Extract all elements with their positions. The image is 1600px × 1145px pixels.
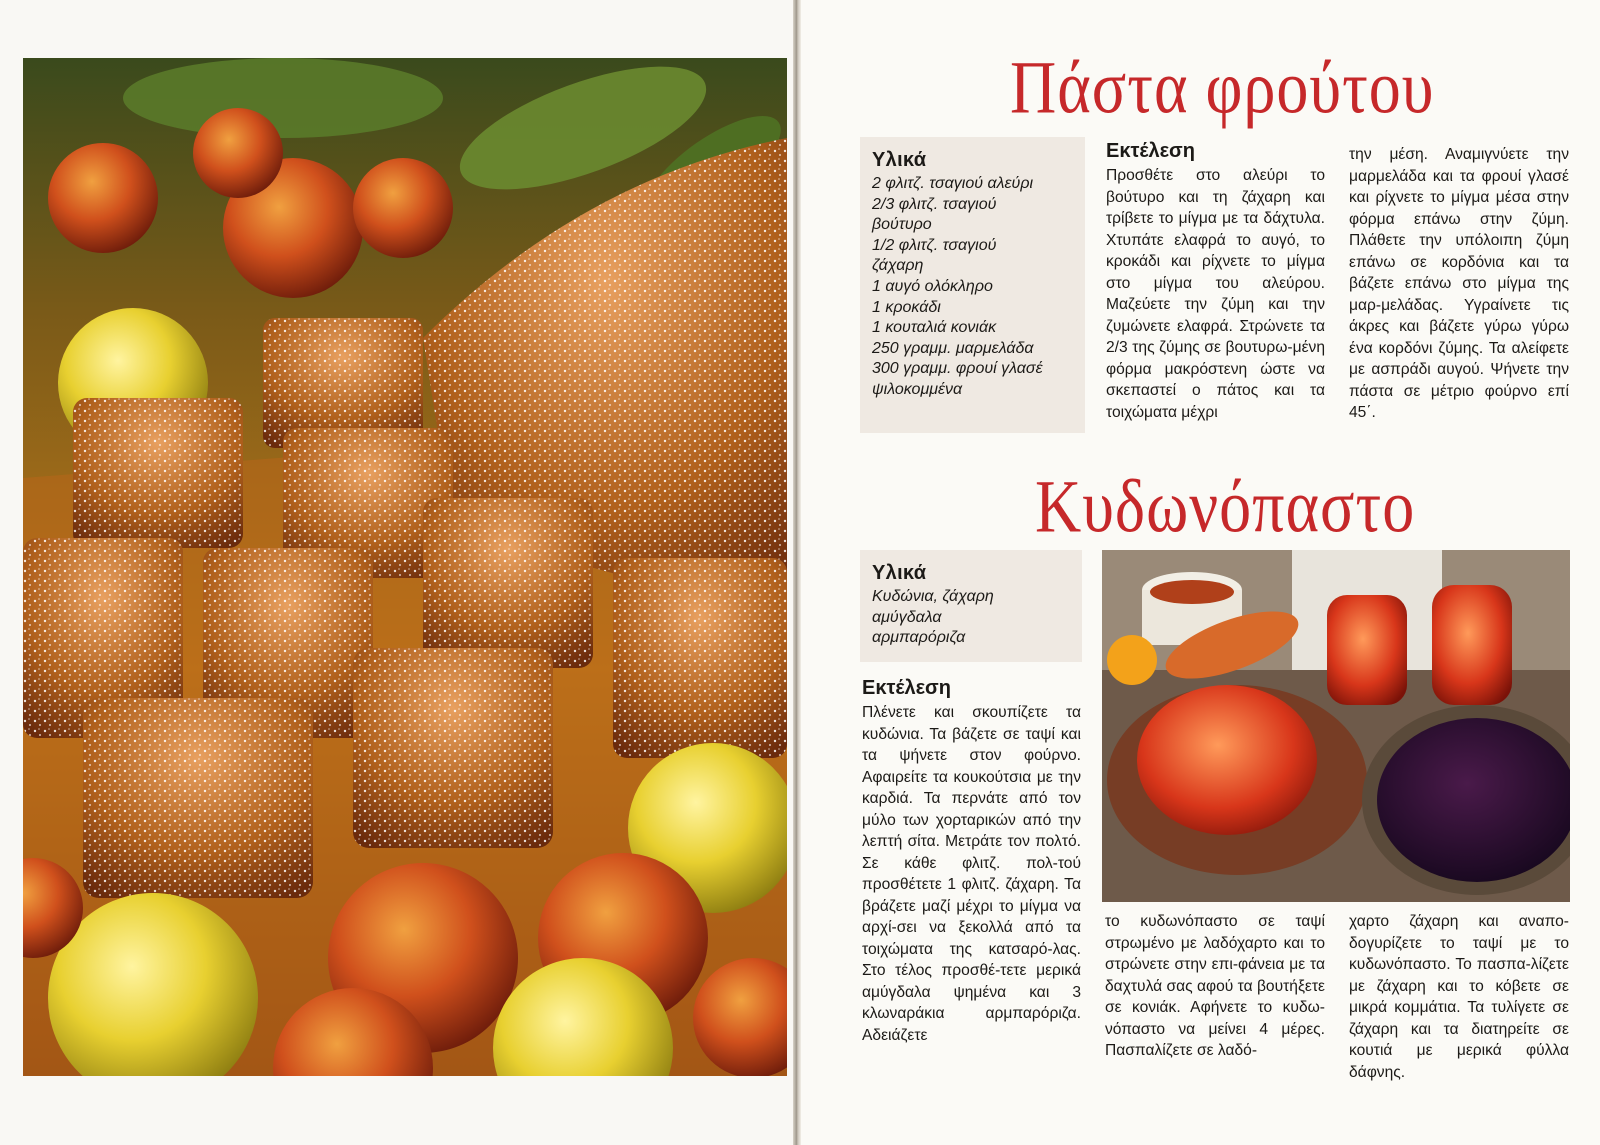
ingredient-item: αμύγδαλα xyxy=(872,608,942,626)
method-text-column xyxy=(862,702,1081,1046)
ingredient-item: 2/3 φλιτζ. τσαγιού xyxy=(872,195,997,213)
ingredient-item: 1 κουταλιά κονιάκ xyxy=(872,319,997,337)
ingredients-heading: Υλικά xyxy=(872,562,927,584)
method-text-column xyxy=(1349,911,1569,1083)
fruit-cake-photo xyxy=(23,58,787,1076)
method-paragraph: χαρτο ζάχαρη και αναπο-δογυρίζετε το ταψί με το κυδωνόπαστο. Το πασπα-λίζετε με ζάχαρη και το κόβετε σε μικρά κομμάτια. Τα τυλίγετε σε ζάχαρη και τα διατηρείτε σε κουτιά με μερικά φύλλα δάφνης. xyxy=(1349,913,1569,1081)
method-heading-fruit-cake: Εκτέλεση xyxy=(1106,140,1195,162)
ingredient-item: 300 γραμμ. φρουί γλασέ xyxy=(872,360,1043,378)
recipe-title-fruit-cake: Πάστα φρούτου xyxy=(1010,45,1435,129)
method-text-column xyxy=(1349,144,1569,424)
recipe-title-quince-paste: Κυδωνόπαστο xyxy=(1035,464,1416,548)
ingredient-item: ψιλοκομμένα xyxy=(872,380,963,398)
ingredient-item: ζάχαρη xyxy=(872,257,924,275)
method-paragraph: την μέση. Αναμιγνύετε την μαρμελάδα και τα φρουί γλασέ και ρίχνετε το μίγμα μέσα στην φόρμα επάνω στην ζύμη. Πλάθετε την υπόλοιπη ζύμη επάνω σε κορδόνια και τα βάζετε επάνω στο μίγμα της μαρ-μελάδας. Υγραίνετε τις άκρες και βάζετε γύρω γύρω ένα κορδόνι ζύμης. Τα αλείφετε με ασπράδι αυγού. Ψήνετε την πάστα σε μέτριο φούρνο επί 45΄. xyxy=(1349,146,1569,421)
quince-jam-photo xyxy=(1102,550,1570,902)
method-heading-quince-paste: Εκτέλεση xyxy=(862,677,951,699)
ingredient-item: 1/2 φλιτζ. τσαγιού xyxy=(872,236,997,254)
ingredient-item: βούτυρο xyxy=(872,216,932,234)
method-paragraph: το κυδωνόπαστο σε ταψί στρωμένο με λαδόχαρτο και το στρώνετε στην επι-φάνεια με τα δαχτυλά σας αφού τα βουτήξετε σε κονιάκ. Αφήνετε το κυδω-νόπαστο να μείνει 4 μέρες. Πασπαλίζετε σε λαδό- xyxy=(1105,913,1325,1059)
method-text-column xyxy=(1106,165,1325,423)
ingredient-item: 1 αυγό ολόκληρο xyxy=(872,277,993,295)
book-gutter xyxy=(793,0,801,1145)
ingredient-item: Κυδώνια, ζάχαρη xyxy=(872,588,994,605)
method-text-column xyxy=(1105,911,1325,1062)
ingredient-item: αρμπαρόριζα xyxy=(872,629,966,647)
method-paragraph: Πλένετε και σκουπίζετε τα κυδώνια. Τα βάζετε σε ταψί και τα ψήνετε στον φούρνο. Αφαιρείτε τα κουκούτσια με την καρδιά. Τα περνάτε από τον μύλο των χορταρικών από την λεπτή σίτα. Μετράτε τον πολτό. Σε κάθε φλιτζ. πολ-τού προσθέτετε 1 φλιτζ. ζάχαρη. Τα βράζετε μαζί μέχρι το μίγμα να αρχί-σει να ξεκολλά από τα τοιχώματα της κατσαρό-λας. Στο τέλος προσθέ-τετε μερικά αμύγδαλα ψημένα και 3 κλωναράκια αρμπαρόριζα. Αδειάζετε xyxy=(862,704,1081,1044)
ingredient-item: 1 κροκάδι xyxy=(872,298,941,316)
ingredients-list xyxy=(872,174,1075,401)
ingredients-box-quince-paste xyxy=(860,550,1082,662)
ingredient-item: 2 φλιτζ. τσαγιού αλεύρι xyxy=(872,175,1034,192)
ingredients-box-fruit-cake xyxy=(860,137,1085,433)
method-paragraph: Προσθέτε στο αλεύρι το βούτυρο και τη ζάχαρη και τρίβετε το μίγμα με τα δάχτυλα. Χτυπάτε ελαφρά το αυγό, το κροκάδι και ρίχνετε το μίγμα στο μίγμα του αλεύρου. Μαζεύετε την ζύμη και την ζυμώνετε ελαφρά. Στρώνετε τα 2/3 της ζύμης σε βουτυρω-μένη φόρμα μακρόστενη ώστε να σκεπαστεί ο πάτος και τα τοιχώματα μέχρι xyxy=(1106,167,1325,421)
ingredients-heading: Υλικά xyxy=(872,149,927,171)
ingredients-list xyxy=(872,587,1072,649)
ingredient-item: 250 γραμμ. μαρμελάδα xyxy=(872,339,1034,357)
